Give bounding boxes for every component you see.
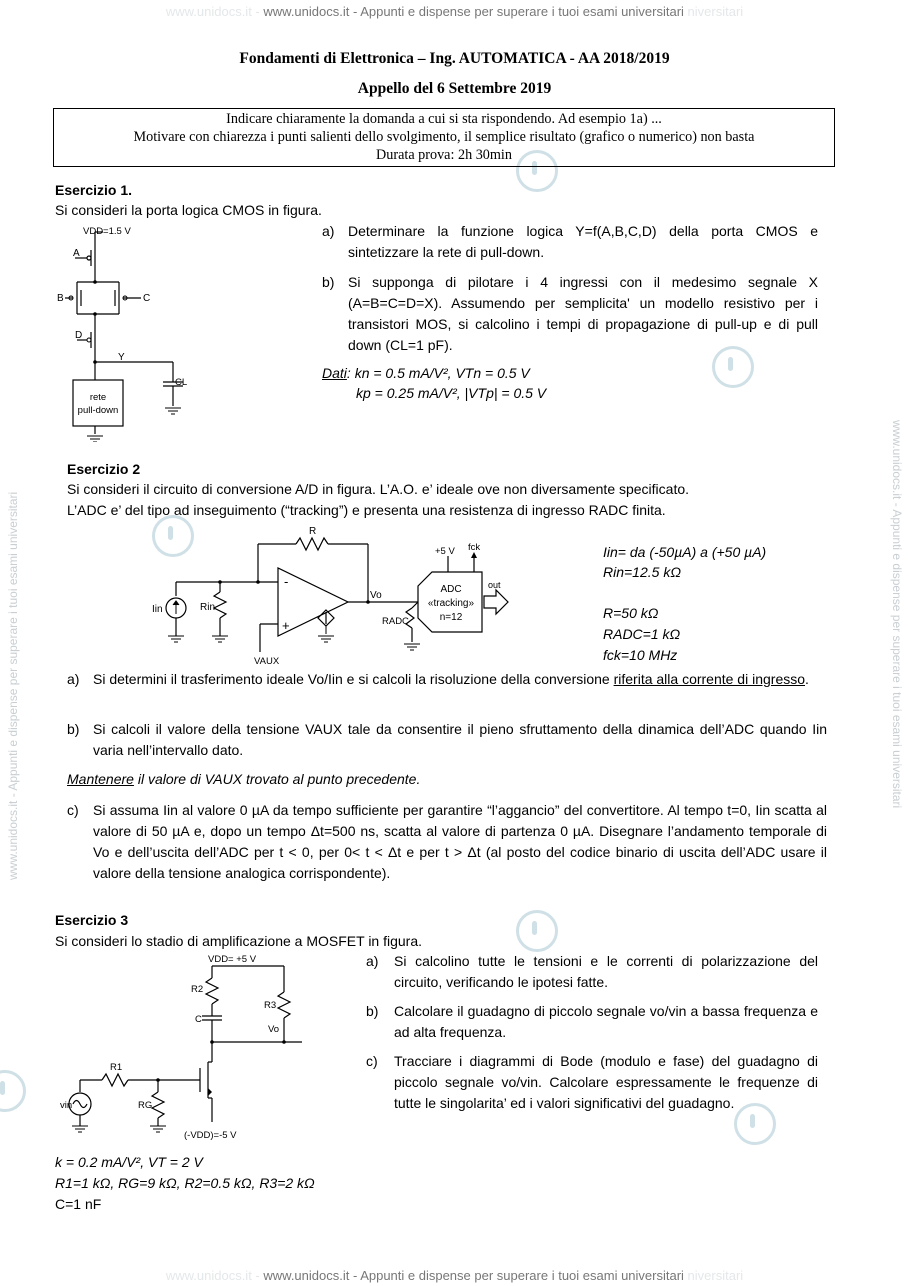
ex1-heading: Esercizio 1. bbox=[55, 182, 133, 198]
cmos-output-y: Y bbox=[118, 352, 125, 363]
feedback-r-label: R bbox=[309, 526, 317, 537]
r2-label: R2 bbox=[191, 984, 204, 995]
ex3-data-line1: k = 0.2 mA/V², VT = 2 V bbox=[55, 1154, 203, 1170]
ex2-data-iin: Iin= da (-50µA) a (+50 µA) bbox=[603, 544, 767, 560]
ex3-c-label: c) bbox=[366, 1053, 378, 1069]
ex2-c-label: c) bbox=[67, 802, 79, 818]
rg-label: RG bbox=[138, 1100, 153, 1111]
vin-label: vin bbox=[60, 1100, 73, 1111]
r3-label: R3 bbox=[264, 1000, 277, 1011]
instructions-line: Durata prova: 2h 30min bbox=[376, 147, 512, 163]
instructions-line: Indicare chiaramente la domanda a cui si sta rispondendo. Ad esempio 1a) ... bbox=[226, 111, 662, 127]
watermark-bottom: www.unidocs.it - www.unidocs.it - Appunti e dispense per superare i tuoi esami universitari niversitari bbox=[165, 1268, 744, 1283]
ex2-a-text: Si determini il trasferimento ideale Vo/Iin e si calcoli la risoluzione della conversione riferita alla corrente di ingresso. bbox=[93, 671, 809, 687]
adc-type: «tracking» bbox=[427, 598, 475, 609]
page-subtitle: Appello del 6 Settembre 2019 bbox=[357, 80, 552, 97]
capacitor-label: C bbox=[195, 1014, 202, 1025]
watermark-logo-icon bbox=[0, 1070, 26, 1112]
cmos-input-b: B bbox=[57, 293, 64, 304]
ex2-data-radc: RADC=1 kΩ bbox=[603, 626, 681, 642]
instructions-box bbox=[53, 108, 835, 167]
rin-label: Rin bbox=[200, 602, 216, 613]
ex2-data-fck: fck=10 MHz bbox=[603, 647, 678, 663]
cmos-rete-label: rete bbox=[89, 392, 107, 403]
ex3-c-text: Tracciare i diagrammi di Bode (modulo e fase) del guadagno di piccolo segnale vo/vin. Calcolare espressamente le frequenze di tutte le singolarita’ ed i valori significativi del guadagno. bbox=[394, 1053, 818, 1111]
adc-out-label: out bbox=[488, 580, 501, 590]
ex1-a-text: Determinare la funzione logica Y=f(A,B,C,D) della porta CMOS e sintetizzare la rete di pull-down. bbox=[348, 223, 818, 260]
opamp-minus-sign: - bbox=[284, 574, 289, 589]
radc-label: RADC bbox=[382, 616, 409, 627]
ex2-intro-line2: L’ADC e’ del tipo ad inseguimento (“tracking”) e presenta una resistenza di ingresso RADC finita. bbox=[67, 502, 666, 518]
watermark-side-left: www.unidocs.it - Appunti e dispense per superare i tuoi esami universitari bbox=[6, 491, 20, 880]
ex1-data-line2: kp = 0.25 mA/V², |VTp| = 0.5 V bbox=[356, 385, 547, 401]
r1-label: R1 bbox=[110, 1062, 123, 1073]
adc-title: ADC bbox=[440, 584, 462, 595]
ex1-a-label: a) bbox=[322, 223, 335, 239]
adc-bits: n=12 bbox=[439, 612, 463, 623]
instructions-line: Motivare con chiarezza i punti salienti dello svolgimento, il semplice risultato (grafico o numerico) non basta bbox=[133, 129, 755, 145]
mosfet-amplifier-figure bbox=[58, 952, 308, 1148]
watermark-top: www.unidocs.it - www.unidocs.it - Appunti e dispense per superare i tuoi esami universitari niversitari bbox=[165, 4, 744, 19]
vaux-label: VAUX bbox=[254, 656, 280, 667]
ex3-data-line2: R1=1 kΩ, RG=9 kΩ, R2=0.5 kΩ, R3=2 kΩ bbox=[55, 1175, 315, 1191]
ex2-c-text: Si assuma Iin al valore 0 µA da tempo sufficiente per garantire “l’aggancio” del convertitore. Al tempo t=0, Iin scatta al valore di 50 µA e, dopo un tempo Δt=500 ns, scatta al valore di partenza 0 µA. Disegnare l’andamento temporale di Vo e dell’uscita dell’ADC per t < 0, per 0< t < Δt e per t > Δt (al posto del codice binario di uscita dell’ADC usare il valore della tensione analogica corrispondente). bbox=[93, 802, 827, 881]
iin-label: Iin bbox=[152, 604, 163, 615]
adc-supply-label: +5 V bbox=[435, 546, 455, 557]
ex3-a-text: Si calcolino tutte le tensioni e le correnti di polarizzazione del circuito, verificando le ipotesi fatte. bbox=[394, 953, 818, 990]
fck-label: fck bbox=[468, 542, 481, 553]
ex3-heading: Esercizio 3 bbox=[55, 912, 129, 928]
cmos-vdd-label: VDD=1.5 V bbox=[83, 226, 131, 237]
watermark-logo-icon bbox=[516, 910, 558, 952]
ex2-heading: Esercizio 2 bbox=[67, 461, 141, 477]
ex2-data-rin: Rin=12.5 kΩ bbox=[603, 564, 681, 580]
cmos-input-c: C bbox=[143, 293, 151, 304]
ex2-a-label: a) bbox=[67, 671, 80, 687]
ex3-vdd-label: VDD= +5 V bbox=[208, 954, 257, 965]
ex3-data-line3: C=1 nF bbox=[55, 1196, 102, 1212]
ex2-b-text: Si calcoli il valore della tensione VAUX tale da consentire il pieno sfruttamento della dinamica dell’ADC quando Iin varia nell’intervallo dato. bbox=[93, 721, 827, 758]
ex3-intro: Si consideri lo stadio di amplificazione a MOSFET in figura. bbox=[55, 933, 423, 949]
vo-label: Vo bbox=[370, 590, 382, 601]
ex3-b-text: Calcolare il guadagno di piccolo segnale vo/vin a bassa frequenza e ad alta frequenza. bbox=[394, 1003, 818, 1040]
cmos-input-a: A bbox=[73, 248, 80, 259]
vss-label: (-VDD)=-5 V bbox=[184, 1130, 237, 1141]
ex2-intro-line1: Si consideri il circuito di conversione A/D in figura. L’A.O. e’ ideale ove non diversamente specificato. bbox=[67, 481, 690, 497]
ex1-intro: Si consideri la porta logica CMOS in figura. bbox=[55, 202, 322, 218]
adc-circuit-figure bbox=[148, 524, 528, 670]
cmos-pulldown-label: pull-down bbox=[77, 405, 119, 416]
cmos-gate-figure bbox=[55, 222, 245, 442]
ex2-b-label: b) bbox=[67, 721, 80, 737]
ex3-a-label: a) bbox=[366, 953, 379, 969]
ex1-b-label: b) bbox=[322, 274, 335, 290]
opamp-plus-sign: + bbox=[282, 618, 290, 633]
ex1-data-line1: Dati: kn = 0.5 mA/V², VTn = 0.5 V bbox=[322, 365, 530, 381]
ex2-data-r: R=50 kΩ bbox=[603, 605, 659, 621]
watermark-side-right: www.unidocs.it - Appunti e dispense per superare i tuoi esami universitari bbox=[890, 420, 904, 809]
ex1-dati-label: Dati bbox=[322, 365, 347, 381]
ex1-b-text: Si supponga di pilotare i 4 ingressi con il medesimo segnale X (A=B=C=D=X). Assumendo per semplicita' un modello resistivo per i transistori MOS, si calcolino i tempi di propagazione di pull-up e di pull down (CL=1 pF). bbox=[348, 274, 818, 353]
page-title: Fondamenti di Elettronica – Ing. AUTOMATICA - AA 2018/2019 bbox=[239, 50, 670, 67]
ex3-vo-label: Vo bbox=[268, 1024, 280, 1035]
cmos-input-d: D bbox=[75, 330, 83, 341]
ex2-keep-note: Mantenere il valore di VAUX trovato al punto precedente. bbox=[67, 771, 421, 787]
ex3-b-label: b) bbox=[366, 1003, 379, 1019]
cmos-cl-label: CL bbox=[175, 377, 188, 388]
